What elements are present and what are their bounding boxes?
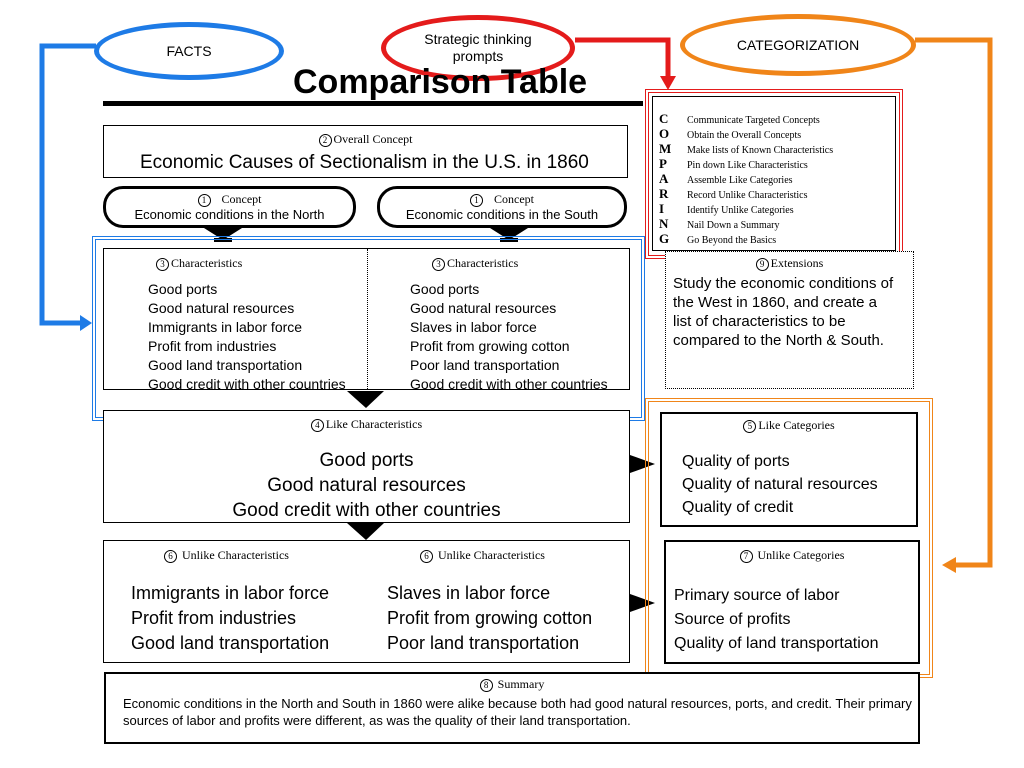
step-number: 8 xyxy=(480,679,493,692)
list-item: Good credit with other countries xyxy=(410,376,608,392)
list-item: Quality of credit xyxy=(682,499,794,516)
list-item: Slaves in labor force xyxy=(410,319,537,335)
facts-oval xyxy=(94,22,284,80)
step-number: 2 xyxy=(319,134,332,147)
acronym-text: Record Unlike Characteristics xyxy=(687,190,808,201)
step-number: 4 xyxy=(311,419,324,432)
step-number: 9 xyxy=(756,258,769,271)
step-number: 5 xyxy=(743,420,756,433)
acronym-letter: P xyxy=(659,156,667,171)
facts-label: FACTS xyxy=(166,42,212,59)
list-item: Poor land transportation xyxy=(410,357,560,373)
list-item: Quality of natural resources xyxy=(682,476,878,493)
acronym-text: Pin down Like Characteristics xyxy=(687,160,808,171)
like-chars-heading: Like Characteristics xyxy=(325,417,423,431)
list-item: Good credit with other countries xyxy=(148,376,346,392)
categorization-oval xyxy=(680,14,916,76)
list-item: Immigrants in labor force xyxy=(148,319,303,335)
char-north-heading: Characteristics xyxy=(171,256,243,270)
overall-text: Economic Causes of Sectionalism in the U.S. in 1860 xyxy=(140,152,589,173)
comparing-box xyxy=(652,96,896,251)
summary-text: Economic conditions in the North and South in 1860 were alike because both had good natural resources, ports, and credit. Their primary sources of labor and profits were different, as was the quality of their land transportation. xyxy=(123,696,912,728)
acronym-letter: G xyxy=(659,231,670,246)
step-number: 1 xyxy=(198,194,211,207)
strategic-label: Strategic thinking prompts xyxy=(424,31,532,64)
concept-south-box xyxy=(377,186,627,228)
list-item: Profit from growing cotton xyxy=(387,608,593,628)
list-item: Quality of land transportation xyxy=(674,635,879,652)
list-item: Immigrants in labor force xyxy=(131,583,330,603)
acronym-text: Obtain the Overall Concepts xyxy=(687,130,802,141)
comparing-list xyxy=(659,110,833,245)
step-number: 1 xyxy=(470,194,483,207)
extensions-text: Study the economic conditions of the West in 1860, and create a list of characteristics to be compared to the North & South. xyxy=(673,275,894,349)
acronym-text: Identify Unlike Categories xyxy=(687,205,794,216)
step-number: 3 xyxy=(432,258,445,271)
step-number: 6 xyxy=(420,550,433,563)
step-number: 6 xyxy=(164,550,177,563)
char-south-heading: Characteristics xyxy=(447,256,519,270)
list-item: Source of profits xyxy=(674,611,791,628)
categorization-label: CATEGORIZATION xyxy=(736,36,860,53)
acronym-letter: C xyxy=(659,111,669,126)
extensions-heading: Extensions xyxy=(770,256,824,270)
acronym-text: Communicate Targeted Concepts xyxy=(687,115,820,126)
unlike-south-list xyxy=(387,581,617,656)
like-categories-box xyxy=(660,412,918,527)
extensions-box xyxy=(665,251,914,389)
acronym-letter: O xyxy=(659,126,670,141)
acronym-letter: M xyxy=(659,141,672,156)
list-item xyxy=(659,230,833,245)
summary-heading: Summary xyxy=(497,677,545,691)
like-characteristics-box xyxy=(103,410,630,523)
list-item xyxy=(659,215,833,230)
unlike-cats-list xyxy=(674,584,879,656)
like-chars-list xyxy=(104,448,629,523)
list-item: Good ports xyxy=(410,281,480,297)
acronym-text: Assemble Like Categories xyxy=(687,175,793,186)
acronym-text: Make lists of Known Characteristics xyxy=(687,145,834,156)
list-item: Good land transportation xyxy=(148,357,303,373)
list-item: Good natural resources xyxy=(410,300,557,316)
list-item: Primary source of labor xyxy=(674,587,840,604)
acronym-letter: N xyxy=(659,216,669,231)
list-item: Slaves in labor force xyxy=(387,583,551,603)
list-item: Good land transportation xyxy=(131,633,330,653)
char-south-list xyxy=(410,280,608,394)
list-item: Good ports xyxy=(319,450,414,471)
list-item: Poor land transportation xyxy=(387,633,580,653)
concept-north-text: Economic conditions in the North xyxy=(134,207,325,222)
like-cats-list xyxy=(682,450,878,519)
acronym-letter: R xyxy=(659,186,669,201)
list-item: Good ports xyxy=(148,281,218,297)
summary-box xyxy=(104,672,920,744)
characteristics-box xyxy=(103,248,630,390)
unlike-north-list xyxy=(131,581,329,656)
overall-concept-box xyxy=(103,125,628,178)
page-title: Comparison Table xyxy=(293,63,588,101)
unlike-characteristics-box xyxy=(103,540,630,663)
acronym-text: Go Beyond the Basics xyxy=(687,235,777,246)
list-item: Good natural resources xyxy=(148,300,295,316)
concept-south-heading: Concept xyxy=(494,192,534,206)
step-number: 3 xyxy=(156,258,169,271)
unlike-north-heading: Unlike Characteristics xyxy=(182,548,289,562)
acronym-letter: A xyxy=(659,171,669,186)
list-item xyxy=(659,170,833,185)
list-item xyxy=(659,200,833,215)
unlike-south-heading: Unlike Characteristics xyxy=(438,548,545,562)
like-cats-heading: Like Categories xyxy=(758,418,835,432)
acronym-letter: I xyxy=(659,201,665,216)
column-divider xyxy=(367,249,368,389)
list-item: Good credit with other countries xyxy=(232,500,501,521)
step-number: 7 xyxy=(740,550,753,563)
list-item: Good natural resources xyxy=(267,475,466,496)
list-item xyxy=(659,155,833,170)
unlike-categories-box xyxy=(664,540,920,664)
concept-north-heading: Concept xyxy=(221,192,262,206)
list-item: Profit from industries xyxy=(131,608,297,628)
list-item: Profit from growing cotton xyxy=(410,338,570,354)
overall-heading: Overall Concept xyxy=(333,132,413,146)
list-item: Quality of ports xyxy=(682,453,790,470)
concept-north-box xyxy=(103,186,356,228)
concept-south-text: Economic conditions in the South xyxy=(405,207,599,222)
acronym-text: Nail Down a Summary xyxy=(687,220,780,231)
list-item xyxy=(659,110,833,125)
list-item xyxy=(659,140,833,155)
char-north-list xyxy=(148,280,346,394)
list-item xyxy=(659,185,833,200)
list-item: Profit from industries xyxy=(148,338,277,354)
unlike-cats-heading: Unlike Categories xyxy=(757,548,845,562)
list-item xyxy=(659,125,833,140)
